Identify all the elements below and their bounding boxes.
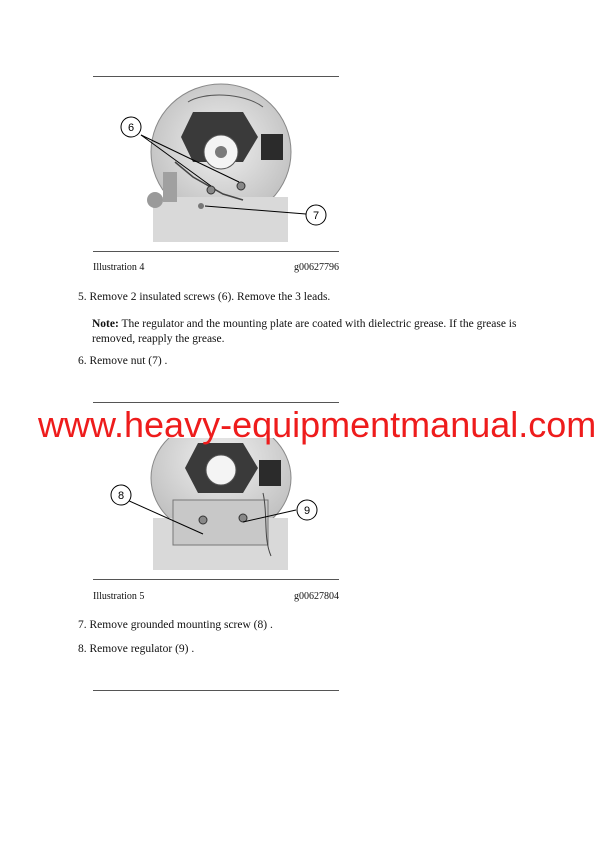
note-paragraph bbox=[92, 317, 562, 347]
caption-label: Illustration 5 bbox=[93, 591, 145, 602]
bottom-rule-2 bbox=[93, 579, 339, 580]
callout-8: 8 bbox=[117, 490, 125, 502]
caption-code: g00627804 bbox=[294, 591, 339, 602]
top-rule-2 bbox=[93, 402, 339, 403]
step-8: 8. Remove regulator (9) . bbox=[78, 643, 195, 655]
top-rule-1 bbox=[93, 76, 339, 77]
illustration-5-image bbox=[93, 438, 339, 570]
callout-7: 7 bbox=[312, 210, 320, 222]
caption-code: g00627796 bbox=[294, 262, 339, 273]
note-label: Note: bbox=[92, 318, 119, 330]
callout-6: 6 bbox=[127, 122, 135, 134]
note-text: The regulator and the mounting plate are coated with dielectric grease. If the grease is removed, reapply the grease. bbox=[92, 318, 517, 345]
step-6: 6. Remove nut (7) . bbox=[78, 355, 168, 367]
illustration-5-caption bbox=[93, 591, 339, 602]
illustration-4-image bbox=[93, 82, 339, 242]
top-rule-3 bbox=[93, 690, 339, 691]
bottom-rule-1 bbox=[93, 251, 339, 252]
step-7: 7. Remove grounded mounting screw (8) . bbox=[78, 619, 273, 631]
caption-label: Illustration 4 bbox=[93, 262, 145, 273]
watermark-url: www.heavy-equipmentmanual.com bbox=[38, 404, 597, 445]
step-5: 5. Remove 2 insulated screws (6). Remove the 3 leads. bbox=[78, 291, 331, 303]
callout-9: 9 bbox=[303, 505, 311, 517]
illustration-4-caption bbox=[93, 262, 339, 273]
